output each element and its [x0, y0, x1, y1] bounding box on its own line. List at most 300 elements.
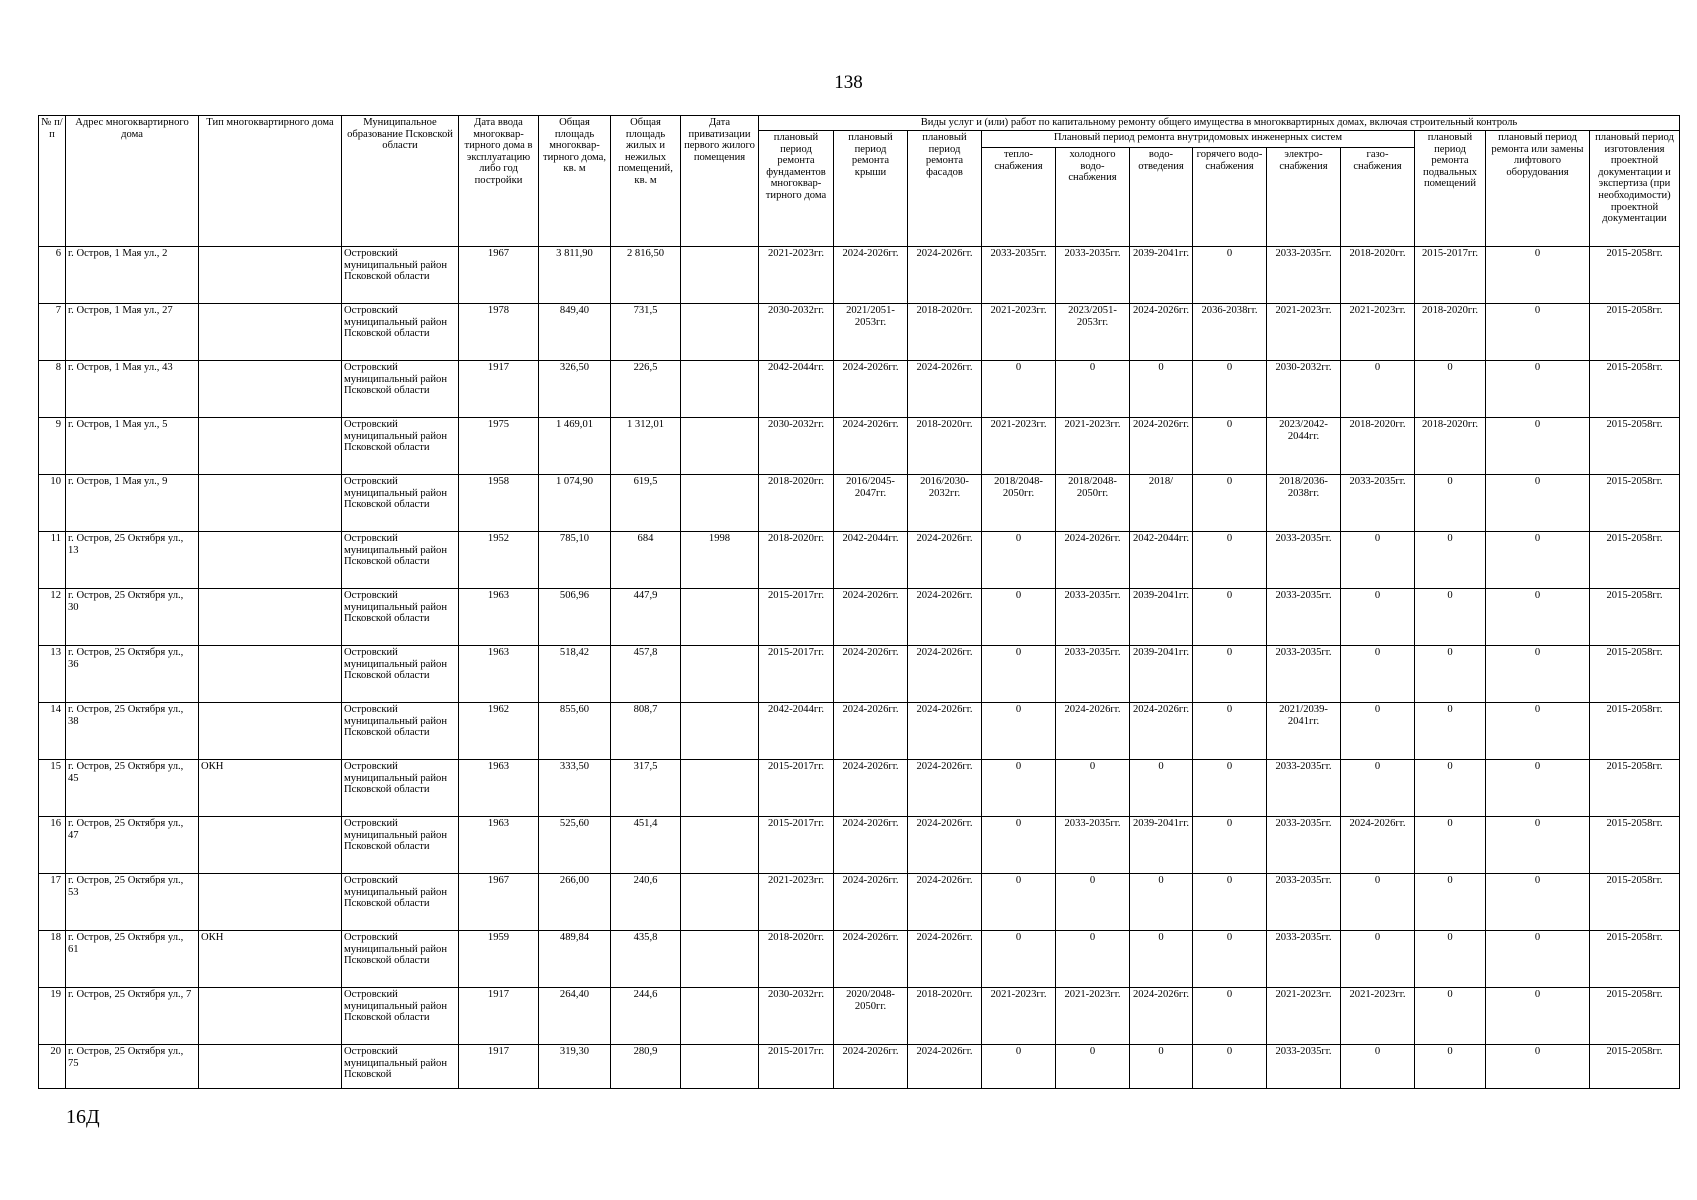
type-cell: [199, 247, 342, 304]
drainage-cell: 2039-2041гг.: [1130, 646, 1193, 703]
hot-water-cell: 0: [1193, 817, 1267, 874]
facade-cell: 2024-2026гг.: [908, 931, 982, 988]
roof-cell: 2024-2026гг.: [834, 361, 908, 418]
table-row: [39, 931, 1680, 988]
foundation-cell: 2015-2017гг.: [759, 646, 834, 703]
header-roof: плановый период ремонта крыши: [834, 131, 908, 247]
gas-cell: 0: [1341, 931, 1415, 988]
table-row: [39, 760, 1680, 817]
design-cell: 2015-2058гг.: [1590, 247, 1680, 304]
elevator-cell: 0: [1486, 760, 1590, 817]
heating-cell: 0: [982, 646, 1056, 703]
drainage-cell: 2018/: [1130, 475, 1193, 532]
basement-cell: 0: [1415, 874, 1486, 931]
privatization-cell: [681, 760, 759, 817]
privatization-cell: [681, 1045, 759, 1089]
foundation-cell: 2030-2032гг.: [759, 418, 834, 475]
electric-cell: 2033-2035гг.: [1267, 817, 1341, 874]
table-body: [39, 247, 1680, 1089]
foundation-cell: 2015-2017гг.: [759, 760, 834, 817]
foundation-cell: 2042-2044гг.: [759, 361, 834, 418]
date-built-cell: 1963: [459, 760, 539, 817]
date-built-cell: 1917: [459, 1045, 539, 1089]
roof-cell: 2024-2026гг.: [834, 760, 908, 817]
cold-water-cell: 2018/2048-2050гг.: [1056, 475, 1130, 532]
header-foundation: плановый период ремонта фундаментов многоквар-тирного дома: [759, 131, 834, 247]
elevator-cell: 0: [1486, 874, 1590, 931]
foundation-cell: 2030-2032гг.: [759, 304, 834, 361]
roof-cell: 2021/2051-2053гг.: [834, 304, 908, 361]
design-cell: 2015-2058гг.: [1590, 760, 1680, 817]
capital-repair-table: [38, 115, 1680, 1089]
table-row: [39, 532, 1680, 589]
address-cell: г. Остров, 25 Октября ул., 61: [66, 931, 199, 988]
municipality-cell: Островский муниципальный район Псковской области: [342, 817, 459, 874]
row-number: 14: [39, 703, 66, 760]
address-cell: г. Остров, 1 Мая ул., 9: [66, 475, 199, 532]
elevator-cell: 0: [1486, 988, 1590, 1045]
gas-cell: 2018-2020гг.: [1341, 247, 1415, 304]
living-area-cell: 244,6: [611, 988, 681, 1045]
date-built-cell: 1952: [459, 532, 539, 589]
hot-water-cell: 0: [1193, 589, 1267, 646]
electric-cell: 2033-2035гг.: [1267, 1045, 1341, 1089]
drainage-cell: 2039-2041гг.: [1130, 589, 1193, 646]
municipality-cell: Островский муниципальный район Псковской области: [342, 532, 459, 589]
municipality-cell: Островский муниципальный район Псковской: [342, 1045, 459, 1089]
roof-cell: 2024-2026гг.: [834, 247, 908, 304]
foundation-cell: 2030-2032гг.: [759, 988, 834, 1045]
design-cell: 2015-2058гг.: [1590, 475, 1680, 532]
row-number: 10: [39, 475, 66, 532]
privatization-cell: 1998: [681, 532, 759, 589]
hot-water-cell: 0: [1193, 475, 1267, 532]
facade-cell: 2024-2026гг.: [908, 646, 982, 703]
municipality-cell: Островский муниципальный район Псковской области: [342, 589, 459, 646]
row-number: 12: [39, 589, 66, 646]
living-area-cell: 317,5: [611, 760, 681, 817]
cold-water-cell: 0: [1056, 931, 1130, 988]
hot-water-cell: 0: [1193, 361, 1267, 418]
elevator-cell: 0: [1486, 361, 1590, 418]
facade-cell: 2024-2026гг.: [908, 247, 982, 304]
electric-cell: 2033-2035гг.: [1267, 589, 1341, 646]
total-area-cell: 319,30: [539, 1045, 611, 1089]
cold-water-cell: 2033-2035гг.: [1056, 817, 1130, 874]
design-cell: 2015-2058гг.: [1590, 988, 1680, 1045]
row-number: 17: [39, 874, 66, 931]
roof-cell: 2024-2026гг.: [834, 589, 908, 646]
electric-cell: 2033-2035гг.: [1267, 760, 1341, 817]
header-design: плановый период изготовления проектной документации и экспертиза (при необходимости) проектной документации: [1590, 131, 1680, 247]
basement-cell: 0: [1415, 931, 1486, 988]
total-area-cell: 489,84: [539, 931, 611, 988]
privatization-cell: [681, 304, 759, 361]
basement-cell: 0: [1415, 760, 1486, 817]
basement-cell: 0: [1415, 988, 1486, 1045]
date-built-cell: 1963: [459, 589, 539, 646]
hot-water-cell: 0: [1193, 418, 1267, 475]
header-systems-group: Плановый период ремонта внутридомовых инженерных систем: [982, 131, 1415, 148]
header-works-group: Виды услуг и (или) работ по капитальному ремонту общего имущества в многоквартирных домах, включая строительный контроль: [759, 116, 1680, 131]
type-cell: [199, 475, 342, 532]
privatization-cell: [681, 247, 759, 304]
row-number: 8: [39, 361, 66, 418]
municipality-cell: Островский муниципальный район Псковской области: [342, 646, 459, 703]
cold-water-cell: 0: [1056, 760, 1130, 817]
address-cell: г. Остров, 1 Мая ул., 27: [66, 304, 199, 361]
facade-cell: 2016/2030-2032гг.: [908, 475, 982, 532]
living-area-cell: 808,7: [611, 703, 681, 760]
living-area-cell: 619,5: [611, 475, 681, 532]
drainage-cell: 2024-2026гг.: [1130, 988, 1193, 1045]
date-built-cell: 1959: [459, 931, 539, 988]
design-cell: 2015-2058гг.: [1590, 589, 1680, 646]
electric-cell: 2023/2042-2044гг.: [1267, 418, 1341, 475]
row-number: 15: [39, 760, 66, 817]
total-area-cell: 1 469,01: [539, 418, 611, 475]
address-cell: г. Остров, 25 Октября ул., 47: [66, 817, 199, 874]
elevator-cell: 0: [1486, 304, 1590, 361]
type-cell: [199, 304, 342, 361]
hot-water-cell: 0: [1193, 532, 1267, 589]
table-row: [39, 304, 1680, 361]
date-built-cell: 1967: [459, 247, 539, 304]
date-built-cell: 1917: [459, 361, 539, 418]
total-area-cell: 264,40: [539, 988, 611, 1045]
living-area-cell: 731,5: [611, 304, 681, 361]
heating-cell: 0: [982, 703, 1056, 760]
elevator-cell: 0: [1486, 475, 1590, 532]
total-area-cell: 266,00: [539, 874, 611, 931]
living-area-cell: 684: [611, 532, 681, 589]
electric-cell: 2033-2035гг.: [1267, 931, 1341, 988]
basement-cell: 0: [1415, 532, 1486, 589]
privatization-cell: [681, 931, 759, 988]
drainage-cell: 2024-2026гг.: [1130, 418, 1193, 475]
roof-cell: 2020/2048-2050гг.: [834, 988, 908, 1045]
header-drainage: водо-отведения: [1130, 148, 1193, 247]
elevator-cell: 0: [1486, 817, 1590, 874]
basement-cell: 0: [1415, 703, 1486, 760]
electric-cell: 2033-2035гг.: [1267, 532, 1341, 589]
total-area-cell: 855,60: [539, 703, 611, 760]
facade-cell: 2024-2026гг.: [908, 1045, 982, 1089]
total-area-cell: 1 074,90: [539, 475, 611, 532]
facade-cell: 2024-2026гг.: [908, 361, 982, 418]
privatization-cell: [681, 817, 759, 874]
drainage-cell: 0: [1130, 361, 1193, 418]
heating-cell: 0: [982, 931, 1056, 988]
privatization-cell: [681, 646, 759, 703]
cold-water-cell: 2023/2051-2053гг.: [1056, 304, 1130, 361]
design-cell: 2015-2058гг.: [1590, 646, 1680, 703]
address-cell: г. Остров, 25 Октября ул., 36: [66, 646, 199, 703]
cold-water-cell: 0: [1056, 874, 1130, 931]
table-row: [39, 1045, 1680, 1089]
municipality-cell: Островский муниципальный район Псковской области: [342, 874, 459, 931]
address-cell: г. Остров, 25 Октября ул., 53: [66, 874, 199, 931]
address-cell: г. Остров, 25 Октября ул., 7: [66, 988, 199, 1045]
facade-cell: 2018-2020гг.: [908, 418, 982, 475]
drainage-cell: 2039-2041гг.: [1130, 817, 1193, 874]
roof-cell: 2024-2026гг.: [834, 874, 908, 931]
elevator-cell: 0: [1486, 418, 1590, 475]
roof-cell: 2016/2045-2047гг.: [834, 475, 908, 532]
type-cell: [199, 703, 342, 760]
design-cell: 2015-2058гг.: [1590, 1045, 1680, 1089]
cold-water-cell: 2024-2026гг.: [1056, 532, 1130, 589]
hot-water-cell: 0: [1193, 988, 1267, 1045]
total-area-cell: 3 811,90: [539, 247, 611, 304]
living-area-cell: 226,5: [611, 361, 681, 418]
cold-water-cell: 2033-2035гг.: [1056, 247, 1130, 304]
design-cell: 2015-2058гг.: [1590, 817, 1680, 874]
table-row: [39, 874, 1680, 931]
type-cell: ОКН: [199, 931, 342, 988]
heating-cell: 0: [982, 532, 1056, 589]
electric-cell: 2030-2032гг.: [1267, 361, 1341, 418]
living-area-cell: 240,6: [611, 874, 681, 931]
table-row: [39, 817, 1680, 874]
basement-cell: 2018-2020гг.: [1415, 418, 1486, 475]
header-gas: газо-снабжения: [1341, 148, 1415, 247]
row-number: 6: [39, 247, 66, 304]
header-num: № п/п: [39, 116, 66, 247]
municipality-cell: Островский муниципальный район Псковской области: [342, 361, 459, 418]
header-elevator: плановый период ремонта или замены лифтового оборудования: [1486, 131, 1590, 247]
facade-cell: 2024-2026гг.: [908, 874, 982, 931]
basement-cell: 0: [1415, 1045, 1486, 1089]
electric-cell: 2033-2035гг.: [1267, 247, 1341, 304]
total-area-cell: 785,10: [539, 532, 611, 589]
privatization-cell: [681, 874, 759, 931]
elevator-cell: 0: [1486, 247, 1590, 304]
table-row: [39, 646, 1680, 703]
facade-cell: 2024-2026гг.: [908, 760, 982, 817]
heating-cell: 0: [982, 1045, 1056, 1089]
type-cell: [199, 988, 342, 1045]
roof-cell: 2024-2026гг.: [834, 646, 908, 703]
municipality-cell: Островский муниципальный район Псковской области: [342, 988, 459, 1045]
elevator-cell: 0: [1486, 532, 1590, 589]
design-cell: 2015-2058гг.: [1590, 532, 1680, 589]
basement-cell: 2015-2017гг.: [1415, 247, 1486, 304]
elevator-cell: 0: [1486, 931, 1590, 988]
drainage-cell: 0: [1130, 874, 1193, 931]
cold-water-cell: 0: [1056, 1045, 1130, 1089]
design-cell: 2015-2058гг.: [1590, 703, 1680, 760]
row-number: 11: [39, 532, 66, 589]
gas-cell: 0: [1341, 532, 1415, 589]
row-number: 18: [39, 931, 66, 988]
address-cell: г. Остров, 1 Мая ул., 5: [66, 418, 199, 475]
electric-cell: 2033-2035гг.: [1267, 874, 1341, 931]
address-cell: г. Остров, 25 Октября ул., 38: [66, 703, 199, 760]
privatization-cell: [681, 988, 759, 1045]
row-number: 7: [39, 304, 66, 361]
basement-cell: 0: [1415, 361, 1486, 418]
header-address: Адрес многоквартирного дома: [66, 116, 199, 247]
gas-cell: 2018-2020гг.: [1341, 418, 1415, 475]
living-area-cell: 457,8: [611, 646, 681, 703]
address-cell: г. Остров, 25 Октября ул., 30: [66, 589, 199, 646]
municipality-cell: Островский муниципальный район Псковской области: [342, 418, 459, 475]
elevator-cell: 0: [1486, 589, 1590, 646]
hot-water-cell: 0: [1193, 247, 1267, 304]
hot-water-cell: 0: [1193, 931, 1267, 988]
roof-cell: 2024-2026гг.: [834, 931, 908, 988]
electric-cell: 2021/2039-2041гг.: [1267, 703, 1341, 760]
type-cell: ОКН: [199, 760, 342, 817]
roof-cell: 2024-2026гг.: [834, 817, 908, 874]
facade-cell: 2024-2026гг.: [908, 589, 982, 646]
table-row: [39, 475, 1680, 532]
foundation-cell: 2042-2044гг.: [759, 703, 834, 760]
header-living-area: Общая площадь жилых и нежилых помещений, кв. м: [611, 116, 681, 247]
table-row: [39, 247, 1680, 304]
table-row: [39, 418, 1680, 475]
drainage-cell: 2024-2026гг.: [1130, 304, 1193, 361]
living-area-cell: 435,8: [611, 931, 681, 988]
table-row: [39, 589, 1680, 646]
basement-cell: 0: [1415, 475, 1486, 532]
privatization-cell: [681, 703, 759, 760]
foundation-cell: 2021-2023гг.: [759, 874, 834, 931]
header-facade: плановый период ремонта фасадов: [908, 131, 982, 247]
design-cell: 2015-2058гг.: [1590, 361, 1680, 418]
header-municipality: Муниципальное образование Псковской области: [342, 116, 459, 247]
roof-cell: 2024-2026гг.: [834, 703, 908, 760]
type-cell: [199, 361, 342, 418]
drainage-cell: 2024-2026гг.: [1130, 703, 1193, 760]
drainage-cell: 0: [1130, 931, 1193, 988]
roof-cell: 2024-2026гг.: [834, 1045, 908, 1089]
cold-water-cell: 2021-2023гг.: [1056, 988, 1130, 1045]
header-total-area: Общая площадь многоквар-тирного дома, кв. м: [539, 116, 611, 247]
type-cell: [199, 532, 342, 589]
cold-water-cell: 2033-2035гг.: [1056, 589, 1130, 646]
hot-water-cell: 0: [1193, 703, 1267, 760]
foundation-cell: 2021-2023гг.: [759, 247, 834, 304]
privatization-cell: [681, 475, 759, 532]
gas-cell: 0: [1341, 361, 1415, 418]
total-area-cell: 506,96: [539, 589, 611, 646]
municipality-cell: Островский муниципальный район Псковской области: [342, 760, 459, 817]
address-cell: г. Остров, 1 Мая ул., 43: [66, 361, 199, 418]
date-built-cell: 1967: [459, 874, 539, 931]
drainage-cell: 2042-2044гг.: [1130, 532, 1193, 589]
basement-cell: 0: [1415, 817, 1486, 874]
type-cell: [199, 418, 342, 475]
facade-cell: 2018-2020гг.: [908, 988, 982, 1045]
drainage-cell: 0: [1130, 1045, 1193, 1089]
cold-water-cell: 0: [1056, 361, 1130, 418]
gas-cell: 0: [1341, 874, 1415, 931]
municipality-cell: Островский муниципальный район Псковской области: [342, 247, 459, 304]
total-area-cell: 849,40: [539, 304, 611, 361]
electric-cell: 2021-2023гг.: [1267, 304, 1341, 361]
gas-cell: 0: [1341, 760, 1415, 817]
facade-cell: 2024-2026гг.: [908, 817, 982, 874]
date-built-cell: 1917: [459, 988, 539, 1045]
foundation-cell: 2015-2017гг.: [759, 589, 834, 646]
hot-water-cell: 0: [1193, 1045, 1267, 1089]
gas-cell: 2021-2023гг.: [1341, 988, 1415, 1045]
date-built-cell: 1963: [459, 817, 539, 874]
footer-code: 16Д: [66, 1106, 100, 1128]
total-area-cell: 326,50: [539, 361, 611, 418]
heating-cell: 2021-2023гг.: [982, 418, 1056, 475]
foundation-cell: 2018-2020гг.: [759, 532, 834, 589]
cold-water-cell: 2021-2023гг.: [1056, 418, 1130, 475]
foundation-cell: 2015-2017гг.: [759, 817, 834, 874]
header-cold-water: холодного водо-снабжения: [1056, 148, 1130, 247]
address-cell: г. Остров, 25 Октября ул., 75: [66, 1045, 199, 1089]
living-area-cell: 280,9: [611, 1045, 681, 1089]
header-basement: плановый период ремонта подвальных помещений: [1415, 131, 1486, 247]
roof-cell: 2042-2044гг.: [834, 532, 908, 589]
heating-cell: 2021-2023гг.: [982, 304, 1056, 361]
municipality-cell: Островский муниципальный район Псковской области: [342, 304, 459, 361]
design-cell: 2015-2058гг.: [1590, 418, 1680, 475]
electric-cell: 2021-2023гг.: [1267, 988, 1341, 1045]
facade-cell: 2024-2026гг.: [908, 532, 982, 589]
row-number: 9: [39, 418, 66, 475]
municipality-cell: Островский муниципальный район Псковской области: [342, 703, 459, 760]
header-date-built: Дата ввода многоквар-тирного дома в эксплуатацию либо год постройки: [459, 116, 539, 247]
header-heating: тепло-снабжения: [982, 148, 1056, 247]
foundation-cell: 2018-2020гг.: [759, 475, 834, 532]
privatization-cell: [681, 418, 759, 475]
elevator-cell: 0: [1486, 646, 1590, 703]
heating-cell: 2021-2023гг.: [982, 988, 1056, 1045]
basement-cell: 0: [1415, 646, 1486, 703]
row-number: 19: [39, 988, 66, 1045]
gas-cell: 2033-2035гг.: [1341, 475, 1415, 532]
gas-cell: 0: [1341, 1045, 1415, 1089]
heating-cell: 2018/2048-2050гг.: [982, 475, 1056, 532]
heating-cell: 0: [982, 874, 1056, 931]
address-cell: г. Остров, 25 Октября ул., 45: [66, 760, 199, 817]
address-cell: г. Остров, 1 Мая ул., 2: [66, 247, 199, 304]
electric-cell: 2033-2035гг.: [1267, 646, 1341, 703]
header-electric: электро-снабжения: [1267, 148, 1341, 247]
date-built-cell: 1975: [459, 418, 539, 475]
design-cell: 2015-2058гг.: [1590, 874, 1680, 931]
table-row: [39, 988, 1680, 1045]
header-privatization: Дата приватизации первого жилого помещения: [681, 116, 759, 247]
total-area-cell: 518,42: [539, 646, 611, 703]
hot-water-cell: 2036-2038гг.: [1193, 304, 1267, 361]
type-cell: [199, 874, 342, 931]
privatization-cell: [681, 361, 759, 418]
heating-cell: 0: [982, 760, 1056, 817]
privatization-cell: [681, 589, 759, 646]
header-type: Тип многоквартирного дома: [199, 116, 342, 247]
foundation-cell: 2015-2017гг.: [759, 1045, 834, 1089]
header-hot-water: горячего водо-снабжения: [1193, 148, 1267, 247]
cold-water-cell: 2024-2026гг.: [1056, 703, 1130, 760]
table-row: [39, 361, 1680, 418]
facade-cell: 2024-2026гг.: [908, 703, 982, 760]
type-cell: [199, 817, 342, 874]
date-built-cell: 1978: [459, 304, 539, 361]
page-number: 138: [834, 72, 863, 93]
elevator-cell: 0: [1486, 703, 1590, 760]
heating-cell: 0: [982, 589, 1056, 646]
drainage-cell: 0: [1130, 760, 1193, 817]
